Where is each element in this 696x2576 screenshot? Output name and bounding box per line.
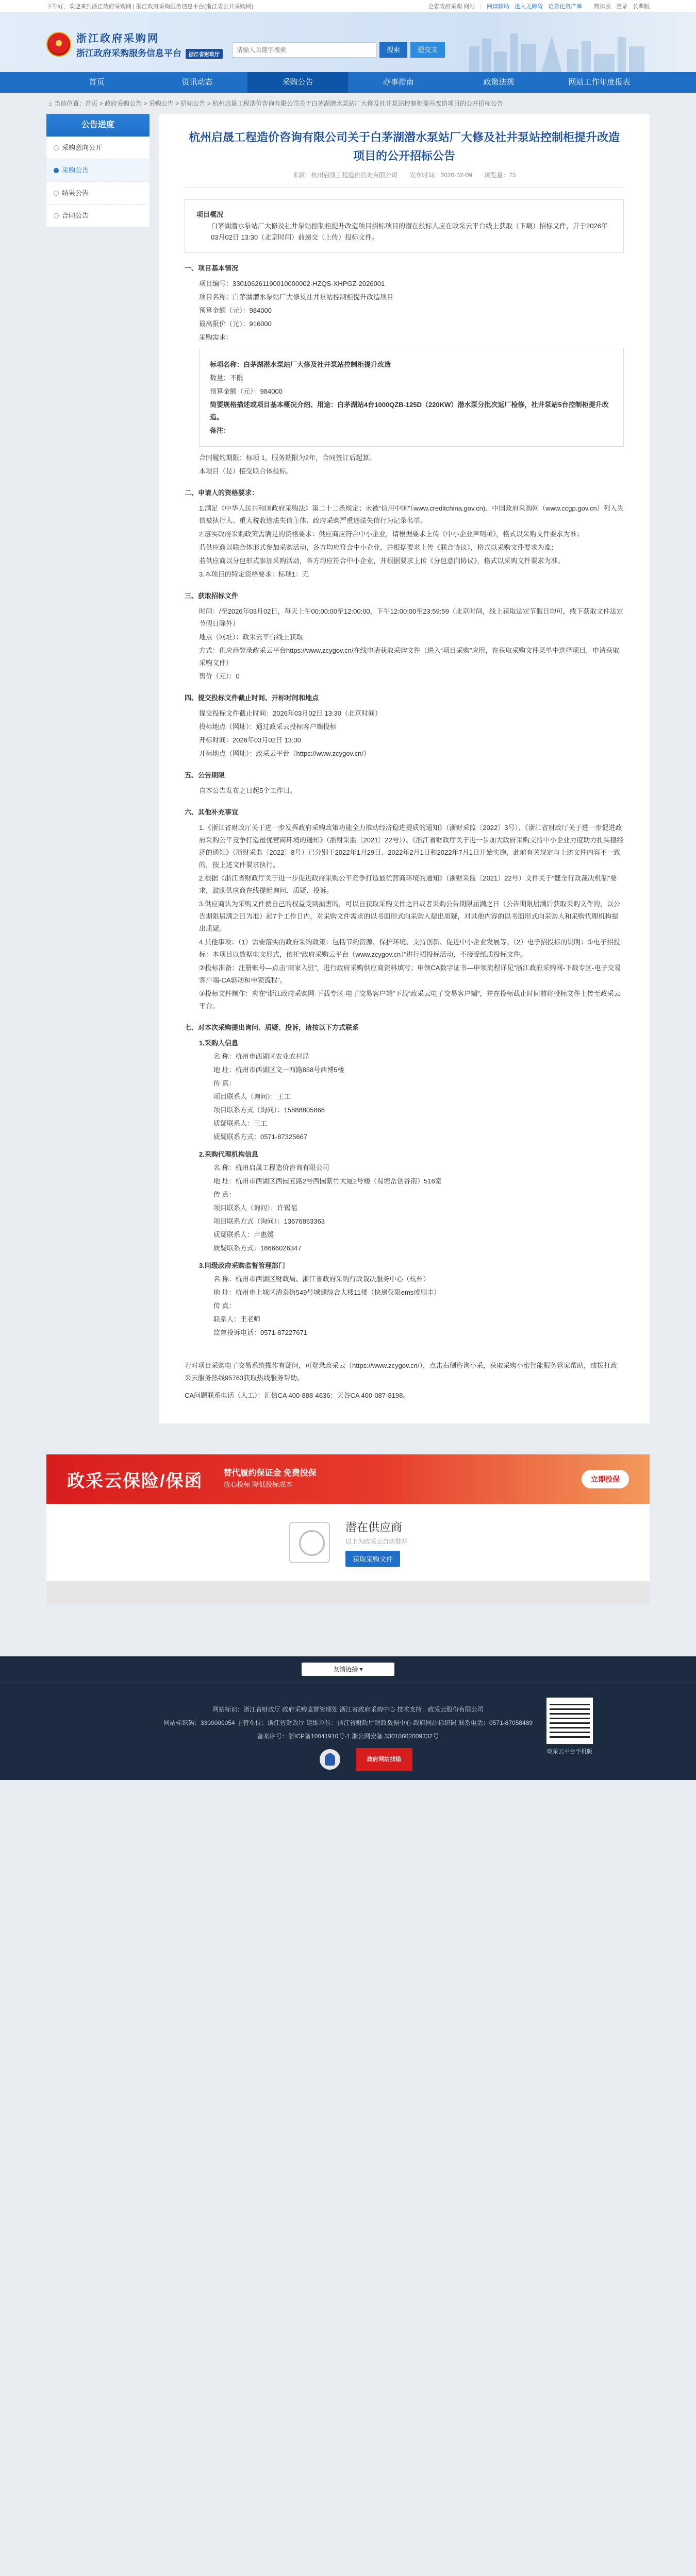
tail-line: 若对项目采购电子交易系统操作有疑问，可登录政采云（https://www.zcygov.cn/），点击右侧咨询小采，获取采购小蜜智能服务管家帮助，或拨打政采云服务热线95763获取热线服务帮助。 — [185, 1362, 618, 1382]
topbar — [0, 0, 696, 12]
city-skyline-icon — [464, 26, 650, 72]
topbar-link-portal[interactable]: 全省政府采购 网站 — [428, 4, 475, 10]
contact-line: 项目联系方式（询问）：13676853363 — [213, 1217, 325, 1225]
footer-line: 网站标识：浙江省财政厅 政府采购监督管理处 浙江省政府采购中心 技术支持：政采云股份有限公司 — [212, 1706, 484, 1713]
section-obtain-docs — [185, 590, 624, 683]
obtain-method[interactable]: 方式：供应商登录政采云平台https://www.zcygov.cn/在线申请获取采购文件（进入“项目采购”应用，在获取采购文件菜单中选择项目，申请获取采购文件） — [199, 647, 620, 667]
contact-head: 1.采购人信息 — [199, 1039, 238, 1047]
budget-amount: 预算金额（元）：984000 — [199, 307, 272, 314]
insurance-banner[interactable] — [46, 1454, 650, 1504]
contact-line: 传 真： — [213, 1302, 236, 1310]
other-line: 4.其他事项：（1）需要落实的政府采购政策：包括节约资源、保护环境、支持创新、促进中小企业发展等。（2）电子招投标的说明：①电子招投标：本项目以数据电文形式，依托“政府采购云平台（www.zcygov.cn）”进行招投标活动，不接受纸质投标文件。 — [199, 938, 620, 958]
qual-line: 1.满足《中华人民共和国政府采购法》第二十二条规定；未被“信用中国”（www.creditchina.gov.cn)、中国政府采购网（www.ccgp.gov.cn）列入失信被执行人、重大税收违法失信主体、政府采购严重违法失信行为记录名单。 — [199, 504, 624, 524]
sidebar-title: 公告进度 — [46, 114, 150, 137]
topbar-link-voice[interactable]: 语音化资产库 — [548, 4, 583, 10]
promo-title: 潜在供应商 — [345, 1520, 402, 1534]
contact-line: 质疑联系人：卢惠媛 — [213, 1231, 274, 1239]
police-badge-icon[interactable] — [320, 1749, 340, 1770]
article — [159, 114, 650, 1423]
topbar-welcome: 下午好，欢迎来到浙江政府采购网 | 浙江政府采购服务信息平台(浙江省公共采购网) — [46, 4, 254, 10]
contact-line: 联系人：王老师 — [213, 1315, 261, 1323]
section-basic-title: 一、项目基本情况 — [185, 264, 239, 272]
section-contacts-title: 七、对本次采购提出询问、质疑、投诉，请按以下方式联系 — [185, 1024, 359, 1031]
contact-line: 传 真： — [213, 1079, 236, 1087]
contact-line: 项目联系人（询问）：许锡福 — [213, 1204, 297, 1212]
ad-area — [46, 1454, 650, 1605]
obtain-price: 售价（元）：0 — [199, 672, 240, 680]
national-emblem-icon — [46, 32, 71, 57]
qual-line: 2.落实政府采购政策需满足的资格要求：供应商应符合中小企业，请根据要求上传《中小企业声明函》，格式以采购文件要求为准； — [199, 530, 584, 538]
logo-badge: 浙江省财政厅 — [186, 49, 223, 59]
section-qualification-title: 二、申请人的资格要求： — [185, 489, 259, 497]
nav-news[interactable]: 资讯动态 — [181, 78, 213, 87]
logo-title: 浙江政府采购网 — [76, 33, 159, 44]
consortium-note: 本项目（是）接受联合体投标。 — [199, 467, 293, 475]
supplier-icon — [289, 1522, 330, 1563]
site-header — [0, 12, 696, 72]
topbar-link-login[interactable]: 登录 — [616, 4, 627, 10]
search-button[interactable]: 搜索 — [379, 42, 407, 58]
section-obtain-docs-title: 三、获取招标文件 — [185, 592, 239, 600]
submit-button[interactable]: 提交文 — [410, 42, 445, 58]
article-title: 杭州启晟工程造价咨询有限公司关于白茅湖潜水泵站厂大修及社井泵站控制柜提升改造项目的公开招标公告 — [188, 131, 620, 162]
contact-line: 项目联系方式（询问）：15888805866 — [213, 1106, 325, 1114]
contact-line: 传 真： — [213, 1191, 236, 1198]
site-logo[interactable] — [46, 30, 223, 59]
sidebar-item-result[interactable]: 结果公告 — [46, 182, 150, 205]
other-line: 3.供应商认为采购文件使自己的权益受到损害的，可以自获取采购文件之日或者采购公告期限届满之日（公告期限届满后获取采购文件的，以公告期限届满之日为准）起7个工作日内，对采购文件需求的以书面形式向采购人提出质疑，对其他内容的以书面形式向采购人和采购代理机构提出质疑。 — [199, 900, 620, 933]
nav-announcements[interactable]: 采购公告 — [247, 72, 348, 93]
section-basic — [185, 262, 624, 478]
deadline-line: 投标地点（网址）：通过政采云投标客户端投标 — [199, 723, 337, 731]
lot-budget: 预算金额（元）：984000 — [210, 387, 283, 395]
summary-title: 项目概况 — [196, 211, 224, 218]
deadline-line: 开标时间：2026年03月02日 13:30 — [199, 736, 301, 744]
max-price: 最高限价（元）：916000 — [199, 320, 272, 328]
lot-name: 标项名称：白茅湖潜水泵站厂大修及社井泵站控制柜提升改造 — [210, 361, 391, 368]
other-line: ③投标文件制作：应在“浙江政府采购网-下载专区-电子交易客户端”下载“政采云电子交易客户端”，并在投标截止时间前将投标文件上传至政采云平台。 — [199, 990, 621, 1010]
search-input[interactable] — [232, 42, 376, 58]
logo-subtitle: 浙江政府采购服务信息平台 浙江省财政厅 — [76, 46, 223, 59]
sidebar — [46, 114, 150, 227]
friend-links-dropdown[interactable]: 友情链接 ▾ — [302, 1663, 394, 1676]
section-period-title: 五、公告期限 — [185, 771, 225, 779]
qr-caption: 政采云平台手机版 — [547, 1749, 592, 1755]
breadcrumb — [46, 93, 650, 114]
contact-line: 名 称：杭州启晟工程造价咨询有限公司 — [213, 1164, 329, 1172]
main-nav — [0, 72, 696, 93]
breadcrumb-text[interactable]: 当前位置：首页 > 政府采购公告 > 采购公告 > 招标公告 > 杭州启晟工程造价咨询有限公司关于白茅湖潜水泵站厂大修及社井泵站控制柜提升改造项目的公开招标公告 — [54, 100, 503, 107]
promo-subtitle: 以上为政采云自动推荐 — [345, 1537, 407, 1545]
site-footer — [0, 1656, 696, 1780]
section-other-title: 六、其他补充事宜 — [185, 808, 239, 816]
contact-line: 质疑联系方式：18666026347 — [213, 1244, 302, 1252]
contact-line: 地 址：杭州市西湖区文一西路858号西博5楼 — [213, 1066, 344, 1074]
get-docs-button[interactable]: 获取采购文件 — [345, 1551, 400, 1567]
promo-footer-bar — [46, 1581, 650, 1605]
main-area — [46, 114, 650, 1423]
summary-text: 白茅湖潜水泵站厂大修及社井泵站控制柜提升改造项目招标项目的潜在投标人应在政采云平台线上获取（下载）招标文件，并于2026年03月02日 13:30（北京时间）前递交（上传）投标文件。 — [211, 222, 608, 241]
deadline-line[interactable]: 开标地点（网址）：政采云平台（https://www.zcygov.cn/） — [199, 750, 371, 757]
summary-box — [185, 199, 624, 253]
other-line: 1.《浙江省财政厅关于进一步发挥政府采购政策功能全力推动经济稳进提质的通知》（浙财采监〔2022〕3号）、《浙江省财政厅关于进一步促进政府采购公平竞争打造最优营商环境的通知》（浙财采监〔2021〕22号））、《浙江省财政厅关于进一步加大政府采购支持中小企业力度助力扎实稳经济的通知》（浙财采监〔2022〕8号）已分别于2022年1月29日、2022年2月1日和2022年7月1日开始实施，此前有关规定与上述文件内容不一致的，按上述文件要求执行。 — [199, 824, 624, 869]
topbar-link-simplified[interactable]: 简体版 — [594, 4, 611, 10]
topbar-links: 全省政府采购 网站 | 阅读辅助 进入无障碍 语音化资产库 | 简体版 登录 长辈版 — [428, 3, 650, 10]
contact-line: 质疑联系人：王工 — [213, 1120, 268, 1127]
qual-line: 3.本项目的特定资格要求：标项1：无 — [199, 570, 309, 578]
topbar-link-reading[interactable]: 阅读辅助 — [487, 4, 510, 10]
article-source: 来源：杭州启晟工程造价咨询有限公司 — [292, 172, 398, 179]
contract-period: 合同履约期限：标项 1，服务期限为2年，合同签订后起算。 — [199, 454, 376, 462]
project-code: 项目编号：330106261190010000002-HZQS-XHPGZ-2026001 — [199, 280, 385, 287]
qual-line: 若供应商以分包形式参加采购活动，各方均应符合中小企业，并根据要求上传《分包意向协议》，格式以采购文件要求为准。 — [199, 557, 565, 565]
qr-code-icon — [546, 1698, 593, 1744]
contact-line: 名 称：杭州市西湖区农业农村局 — [213, 1053, 309, 1060]
contact-line: 地 址：杭州市上城区清泰街549号城建综合大楼11楼（快递仅限ems或顺丰） — [213, 1289, 441, 1296]
project-name: 项目名称：白茅湖潜水泵站厂大修及社井泵站控制柜提升改造项目 — [199, 293, 394, 301]
article-meta — [185, 171, 624, 179]
nav-home[interactable]: 首页 — [89, 78, 105, 87]
footer-line: 网站标识码：3300000054 主管单位：浙江省财政厅 运维单位：浙江省财政厅财政数据中心 政府网站标识码 联系电话：0571-87058489 — [163, 1719, 533, 1726]
banner-line1: 替代履约保证金 免费投保 — [223, 1469, 317, 1478]
banner-line2: 放心投标 降低投标成本 — [223, 1481, 293, 1488]
section-other — [185, 806, 624, 1012]
obtain-time: 时间：/至2026年03月02日，每天上午00:00:00至12:00:00，下午12:00:00至23:59:59（北京时间，线上获取法定节假日均可，线下获取文件法定节假日除外） — [199, 607, 623, 628]
qual-line: 若供应商以联合体形式参加采购活动，各方均应符合中小企业，并根据要求上传《联合协议》，格式以采购文件要求为准； — [199, 544, 558, 551]
contact-line: 项目联系人（询问）：王工 — [213, 1093, 291, 1100]
lot-description: 简要规格描述或项目基本概况介绍、用途：白茅湖站4台1000QZB-125D（220KW）潜水泵分批次返厂检修，社井泵站5台控制柜提升改造。 — [210, 401, 609, 421]
section-contacts — [185, 1022, 624, 1339]
sidebar-item-contract[interactable]: 合同公告 — [46, 205, 150, 227]
nav-annual-report[interactable]: 网站工作年度报表 — [568, 78, 631, 87]
home-icon: ⌂ — [48, 99, 53, 107]
app-qr — [541, 1698, 598, 1755]
friend-links — [0, 1656, 696, 1682]
period-line: 自本公告发布之日起5个工作日。 — [199, 787, 297, 794]
section-period — [185, 769, 624, 797]
other-line: ②投标准备：注册账号—点击“商家入驻”，进行政府采购供应商资料填写；申领CA数字证书—申领流程详见“浙江政府采购网-下载专区-电子交易客户端-CA驱动和申领流程”。 — [199, 964, 621, 984]
contact-line: 质疑联系方式：0571-87325667 — [213, 1133, 308, 1141]
banner-title: 政采云保险/保函 — [67, 1471, 203, 1491]
topbar-link-elder[interactable]: 长辈版 — [633, 4, 650, 10]
nav-guide[interactable]: 办事指南 — [383, 78, 414, 87]
contact-line: 名 称：杭州市西湖区财政局、浙江省政府采购行政裁决服务中心（杭州） — [213, 1275, 430, 1283]
topbar-link-accessibility[interactable]: 进入无障碍 — [515, 4, 543, 10]
gov-site-error-badge[interactable]: 政府网站找错 — [356, 1748, 412, 1771]
contact-head: 2.采购代理机构信息 — [199, 1150, 258, 1158]
other-line: 2.根据《浙江省财政厅关于进一步促进政府采购公平竞争打造最优营商环境的通知》（浙财采监〔2021〕22号）文件关于“健全行政裁决机制”要求，鼓励供应商在线提起询问、质疑、投诉。 — [199, 874, 617, 894]
section-deadline — [185, 692, 624, 760]
tail-line: CA问题联系电话（人工）：汇信CA 400-888-4636；天谷CA 400-087-8198。 — [185, 1392, 410, 1399]
supplier-promo — [46, 1504, 650, 1581]
banner-cta-button[interactable]: 立即投保 — [582, 1470, 629, 1488]
search-bar — [232, 42, 445, 58]
nav-policy[interactable]: 政策法规 — [483, 78, 515, 87]
deadline-line: 提交投标文件截止时间：2026年03月02日 13:30（北京时间） — [199, 709, 382, 717]
sidebar-item-intention[interactable]: 采购意向公开 — [46, 137, 150, 159]
lot-quantity: 数量：不限 — [210, 374, 244, 382]
article-views: 浏览量：75 — [484, 172, 516, 179]
footer-line[interactable]: 备案序号：浙ICP备10041910号-1 浙公网安备 33010602009332号 — [257, 1733, 439, 1740]
contact-line: 监督投诉电话：0571-87227671 — [213, 1329, 308, 1336]
obtain-place: 地点（网址）：政采云平台线上获取 — [199, 633, 303, 641]
requirements-label: 采购需求： — [199, 333, 233, 341]
article-date: 发布时间：2026-02-09 — [409, 172, 473, 179]
footer-badges — [320, 1748, 412, 1771]
section-qualification — [185, 487, 624, 581]
lot-remark: 备注： — [210, 427, 230, 434]
section-tail — [185, 1360, 624, 1402]
contact-line: 地 址：杭州市西湖区西园五路2号西园紫竹大厦2号楼（蜀塘岳创谷南）516室 — [213, 1177, 442, 1185]
sidebar-item-announcement[interactable]: 采购公告 — [46, 159, 150, 182]
section-deadline-title: 四、提交投标文件截止时间、开标时间和地点 — [185, 694, 319, 702]
lot-box — [199, 349, 624, 447]
contact-head: 3.同级政府采购监督管理部门 — [199, 1262, 285, 1269]
